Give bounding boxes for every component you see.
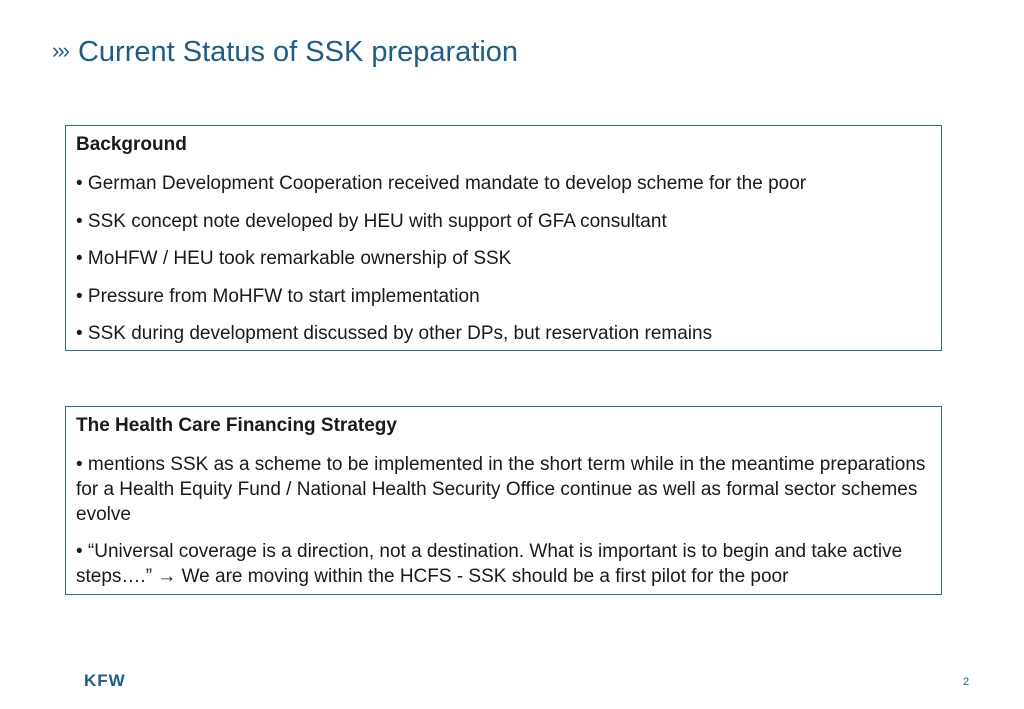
- background-bullet: • SSK during development discussed by other DPs, but reservation remains: [76, 323, 713, 345]
- kfw-logo: KFW: [84, 671, 126, 690]
- background-bullet: • MoHFW / HEU took remarkable ownership of SSK: [76, 248, 512, 270]
- slide-title-text: Current Status of SSK preparation: [77, 36, 519, 68]
- strategy-bullet: • “Universal coverage is a direction, not a destination. What is important is to begin and take active steps….” → We are moving within the HCFS - SSK should be a first pilot for the poor: [76, 541, 903, 587]
- strategy-bullet: • mentions SSK as a scheme to be implemented in the short term while in the meantime preparations for a Health Equity Fund / National Health Security Office continue as well as formal sector schemes evolve: [76, 454, 926, 525]
- background-bullet: • SSK concept note developed by HEU with support of GFA consultant: [76, 210, 667, 232]
- background-bullet: • German Development Cooperation received mandate to develop scheme for the poor: [76, 173, 807, 194]
- background-bullet: • Pressure from MoHFW to start implementation: [76, 285, 480, 307]
- background-box: [65, 125, 942, 351]
- title-marker: ›››: [52, 38, 68, 63]
- page-number: 2: [963, 676, 970, 688]
- background-heading: Background: [76, 134, 187, 155]
- strategy-heading: The Health Care Financing Strategy: [76, 415, 397, 436]
- slide-title: [52, 36, 518, 69]
- strategy-box: [65, 406, 942, 595]
